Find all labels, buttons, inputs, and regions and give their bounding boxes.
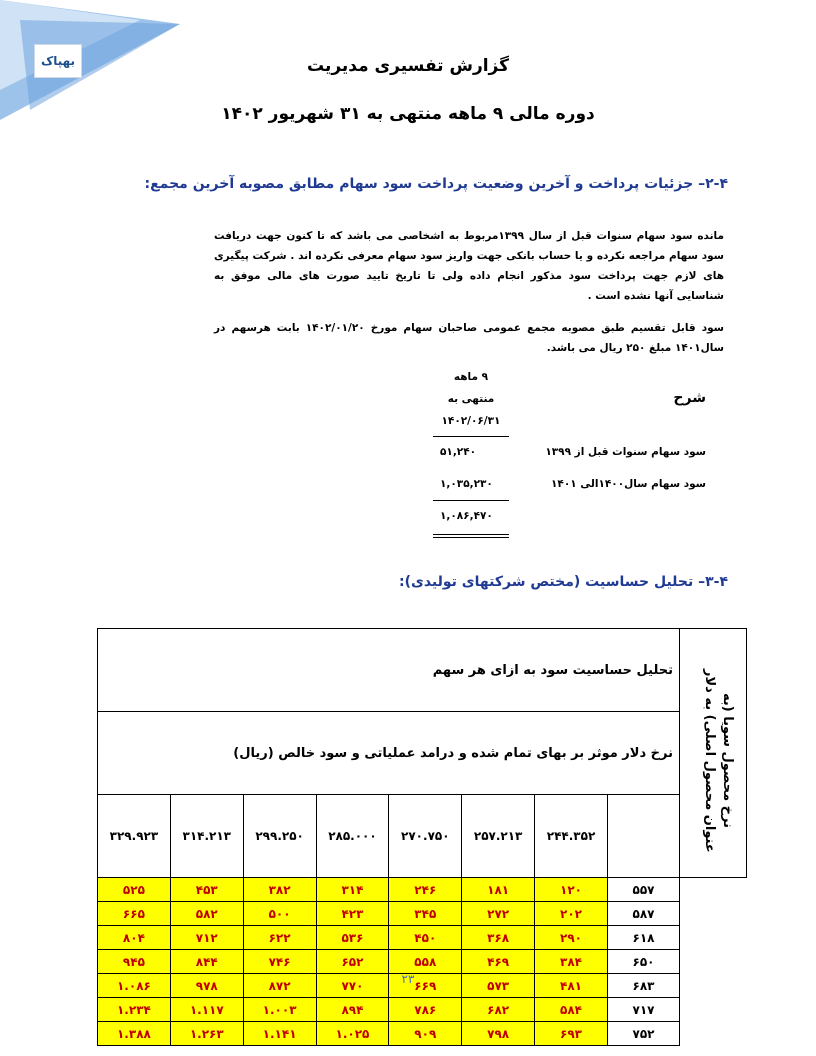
sensitivity-cell: ۲۷۲ [462, 902, 535, 926]
sensitivity-cell: ۵۲۵ [98, 878, 171, 902]
soy-price-cell: ۶۵۰ [608, 950, 680, 974]
sensitivity-cell: ۷۸۶ [389, 998, 462, 1022]
sensitivity-row [98, 1022, 747, 1046]
sensitivity-cell: ۳۶۸ [462, 926, 535, 950]
sensitivity-cell: ۶۲۲ [243, 926, 316, 950]
sensitivity-row [98, 878, 747, 902]
soy-price-cell: ۵۸۷ [608, 902, 680, 926]
sensitivity-row [98, 926, 747, 950]
sensitivity-cell: ۲۴۶ [389, 878, 462, 902]
sensitivity-cell: ۱.۳۸۸ [98, 1022, 171, 1046]
page-number: ۲۳ [401, 972, 415, 986]
sensitivity-cell: ۳۸۲ [243, 878, 316, 902]
soy-price-cell: ۶۸۳ [608, 974, 680, 998]
column-header: ۲۴۴.۳۵۲ [535, 795, 608, 878]
sensitivity-row [98, 902, 747, 926]
dividend-total-value: ۱,۰۸۶,۴۷۰ [440, 510, 493, 522]
sensitivity-cell: ۳۴۵ [389, 902, 462, 926]
page-subtitle: دوره مالی ۹ ماهه منتهی به ۳۱ شهریور ۱۴۰۲ [221, 104, 595, 124]
dividend-row-value: ۵۱,۲۴۰ [440, 446, 477, 458]
column-header: ۲۷۰.۷۵۰ [389, 795, 462, 878]
total-underline-1 [433, 534, 509, 535]
sensitivity-cell: ۵۵۸ [389, 950, 462, 974]
sensitivity-cell: ۸۰۴ [98, 926, 171, 950]
sensitivity-cell: ۶۶۵ [98, 902, 171, 926]
sensitivity-cell: ۲۹۰ [535, 926, 608, 950]
dividend-section-heading: ۲-۴– جزئیات پرداخت و آخرین وضعیت پرداخت سود سهام مطابق مصوبه آخرین مجمع: [144, 176, 728, 192]
header-blank-cell [608, 795, 680, 878]
sensitivity-cell: ۵۳۶ [316, 926, 389, 950]
sensitivity-cell: ۴۲۳ [316, 902, 389, 926]
sensitivity-cell: ۸۷۲ [243, 974, 316, 998]
sensitivity-cell: ۷۴۶ [243, 950, 316, 974]
sensitivity-cell: ۸۴۴ [170, 950, 243, 974]
sensitivity-cell: ۶۵۲ [316, 950, 389, 974]
sensitivity-cell: ۷۹۸ [462, 1022, 535, 1046]
sensitivity-table-title: تحلیل حساسیت سود به ازای هر سهم [98, 629, 680, 712]
column-header: ۲۸۵.۰۰۰ [316, 795, 389, 878]
sensitivity-cell: ۲۰۲ [535, 902, 608, 926]
sensitivity-cell: ۷۷۰ [316, 974, 389, 998]
period-header-line1: ۹ ماهه [453, 371, 489, 383]
dividend-row-value: ۱,۰۳۵,۲۳۰ [440, 478, 493, 490]
sensitivity-cell: ۶۸۲ [462, 998, 535, 1022]
sensitivity-row [98, 998, 747, 1022]
soy-price-cell: ۷۱۷ [608, 998, 680, 1022]
sensitivity-cell: ۵۷۳ [462, 974, 535, 998]
sensitivity-cell: ۸۹۴ [316, 998, 389, 1022]
sensitivity-cell: ۴۵۳ [170, 878, 243, 902]
column-header: ۳۱۴.۲۱۳ [170, 795, 243, 878]
total-divider [433, 500, 509, 501]
sensitivity-cell: ۱.۱۱۷ [170, 998, 243, 1022]
sensitivity-cell: ۴۵۰ [389, 926, 462, 950]
sensitivity-cell: ۵۰۰ [243, 902, 316, 926]
period-header-line2: منتهی به [447, 393, 495, 405]
dividend-table-period-header [433, 366, 509, 432]
soy-price-cell: ۶۱۸ [608, 926, 680, 950]
sensitivity-cell: ۶۹۳ [535, 1022, 608, 1046]
sensitivity-cell: ۴۸۱ [535, 974, 608, 998]
total-underline-2 [433, 537, 509, 538]
dividend-table-label-header: شرح [673, 390, 706, 406]
sensitivity-cell: ۴۶۹ [462, 950, 535, 974]
sensitivity-cell: ۱۸۱ [462, 878, 535, 902]
company-logo: بهپاک [34, 44, 82, 78]
sensitivity-cell: ۷۱۲ [170, 926, 243, 950]
sensitivity-cell: ۱.۰۰۳ [243, 998, 316, 1022]
sensitivity-cell: ۵۸۴ [535, 998, 608, 1022]
page-title: گزارش تفسیری مدیریت [306, 56, 510, 76]
side-label-cell [680, 629, 747, 878]
sensitivity-header-row [98, 795, 747, 878]
side-label [700, 669, 736, 853]
sensitivity-cell: ۹۷۸ [170, 974, 243, 998]
column-header: ۳۲۹.۹۲۳ [98, 795, 171, 878]
side-label-line2: عنوان محصول اصلی) به دلار [702, 669, 717, 853]
sensitivity-cell: ۱.۲۶۳ [170, 1022, 243, 1046]
sensitivity-row [98, 950, 747, 974]
sensitivity-cell: ۳۱۴ [316, 878, 389, 902]
sensitivity-cell: ۹۰۹ [389, 1022, 462, 1046]
dividend-paragraph-1: مانده سود سهام سنوات قبل از سال ۱۳۹۹مربوط به اشخاصی می باشد که تا کنون جهت دریافت سود سهام مراجعه نکرده و یا حساب بانکی جهت واریز سود سهام معرفی نکرده اند . شرکت پیگیری های لازم جهت پرداخت سود مذکور انجام داده ولی تا تاریخ تایید صورت های مالی موفق به شناسایی آنها نشده است . [214, 230, 724, 302]
dividend-paragraph-2: سود قابل تقسیم طبق مصوبه مجمع عمومی صاحبان سهام مورخ ۱۴۰۲/۰۱/۲۰ بابت هرسهم در سال۱۴۰۱ مبلغ ۲۵۰ ریال می باشد. [214, 322, 724, 354]
sensitivity-cell: ۳۸۴ [535, 950, 608, 974]
header-divider [433, 436, 509, 437]
sensitivity-section-heading: ۳-۴– تحلیل حساسیت (مختص شرکتهای تولیدی): [399, 574, 728, 590]
column-header: ۲۵۷.۲۱۳ [462, 795, 535, 878]
column-header: ۲۹۹.۲۵۰ [243, 795, 316, 878]
sensitivity-cell: ۱.۲۳۴ [98, 998, 171, 1022]
sensitivity-cell: ۱.۰۸۶ [98, 974, 171, 998]
period-header-line3: ۱۴۰۲/۰۶/۳۱ [441, 415, 501, 427]
soy-price-cell: ۷۵۲ [608, 1022, 680, 1046]
sensitivity-cell: ۱.۰۲۵ [316, 1022, 389, 1046]
sensitivity-cell: ۶۶۹ [389, 974, 462, 998]
sensitivity-cell: ۱.۱۴۱ [243, 1022, 316, 1046]
side-label-line1: نرخ محصول سویا (به [720, 693, 735, 829]
sensitivity-cell: ۹۴۵ [98, 950, 171, 974]
dividend-row-label: سود سهام سال۱۴۰۰الی ۱۴۰۱ [551, 478, 706, 490]
dividend-row-label: سود سهام سنوات قبل از ۱۳۹۹ [545, 446, 706, 458]
soy-price-cell: ۵۵۷ [608, 878, 680, 902]
sensitivity-table-subtitle: نرخ دلار موثر بر بهای تمام شده و درامد عملیاتی و سود خالص (ریال) [98, 712, 680, 795]
sensitivity-cell: ۱۲۰ [535, 878, 608, 902]
sensitivity-cell: ۵۸۲ [170, 902, 243, 926]
